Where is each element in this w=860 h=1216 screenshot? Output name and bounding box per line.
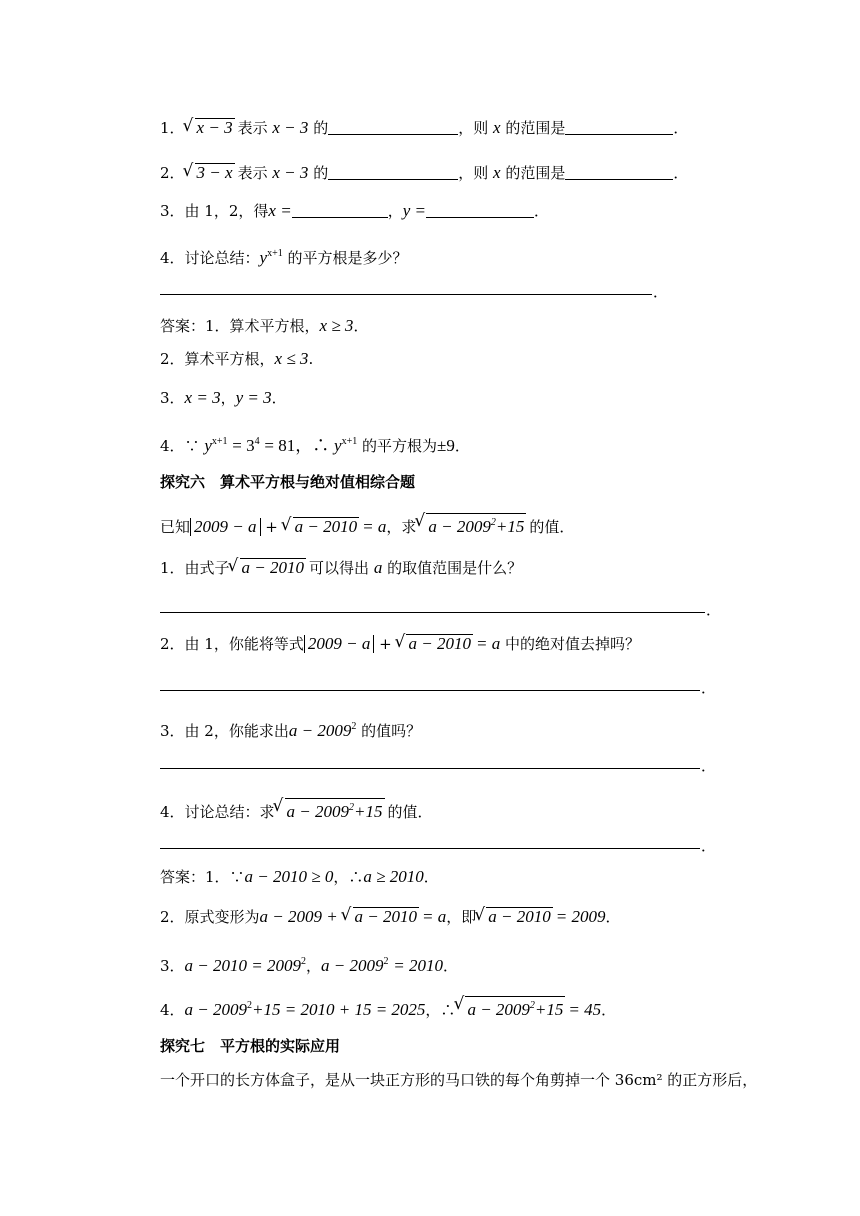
answer-line[interactable] bbox=[160, 767, 700, 769]
answer-blank[interactable] bbox=[565, 165, 673, 180]
answer-3: 3．x = 3，y = 3． bbox=[160, 388, 287, 407]
answer-b2: 2．原式变形为a − 2009 + √ a − 2010 = a，即√ a − 2010 = 2009． bbox=[160, 907, 621, 927]
answer-blank[interactable] bbox=[292, 203, 388, 218]
answer-line[interactable] bbox=[160, 611, 705, 613]
answer-b3: 3．$a - 2010 = 2009^2$，$a - 2009^2 = 2010$． bbox=[160, 956, 459, 975]
question-2: 2．√ 3 − x 表示 x − 3 的 ，则 x 的范围是 ． bbox=[160, 163, 688, 183]
answer-blank[interactable] bbox=[328, 165, 458, 180]
step-4: 4．讨论总结：求√ $a - 2009^2+15$ 的值． bbox=[160, 798, 433, 822]
answer-1: 答案：1．算术平方根，x ≥ 3． bbox=[160, 316, 369, 335]
step-2: 2．由 1，你能将等式 2009 − a + √ a − 2010 = a 中的绝对值去掉吗？ bbox=[160, 634, 640, 654]
sqrt-expr: √ 3 − x bbox=[185, 163, 235, 183]
answer-blank[interactable] bbox=[328, 120, 458, 135]
step-3: 3．由 2，你能求出$a - 2009^2$ 的值吗？ bbox=[160, 721, 422, 740]
section-heading-7: 探究七 平方根的实际应用 bbox=[160, 1037, 341, 1055]
answer-line[interactable] bbox=[160, 293, 652, 295]
answer-blank[interactable] bbox=[565, 120, 673, 135]
answer-2: 2．算术平方根，x ≤ 3. bbox=[160, 349, 314, 368]
problem-6: 已知 2009 − a + √ a − 2010 = a，求√ $a - 2009^2+15$ 的值． bbox=[160, 513, 574, 537]
answer-blank[interactable] bbox=[426, 203, 534, 218]
section-heading-6: 探究六 算术平方根与绝对值相综合题 bbox=[160, 473, 416, 491]
problem-7: 一个开口的长方体盒子，是从一块正方形的马口铁的每个角剪掉一个 36cm² 的正方形后， bbox=[160, 1071, 758, 1089]
sqrt-expr: √ x − 3 bbox=[185, 118, 235, 138]
question-1: 1．√ x − 3 表示 x − 3 的 ，则 x 的范围是 ． bbox=[160, 118, 688, 138]
question-4: 4．讨论总结：$y^{x+1}$ 的平方根是多少？ bbox=[160, 248, 408, 267]
answer-line[interactable] bbox=[160, 689, 700, 691]
answer-line[interactable] bbox=[160, 847, 700, 849]
answer-b4: 4．$a - 2009^2+15 = 2010 + 15 = 2025$，∴√ $a - 2009^2+15 = 45$． bbox=[160, 996, 616, 1020]
answer-4: 4．∵ $y^{x+1} = 3^4 = 81$，∴ $y^{x+1}$ 的平方根为±9． bbox=[160, 436, 470, 455]
answer-b1: 答案：1．∵a − 2010 ≥ 0，∴a ≥ 2010． bbox=[160, 867, 439, 886]
step-1: 1．由式子√ a − 2010 可以得出 a 的取值范围是什么？ bbox=[160, 558, 522, 578]
question-3: 3．由 1，2，得x = ，y = ． bbox=[160, 201, 549, 220]
